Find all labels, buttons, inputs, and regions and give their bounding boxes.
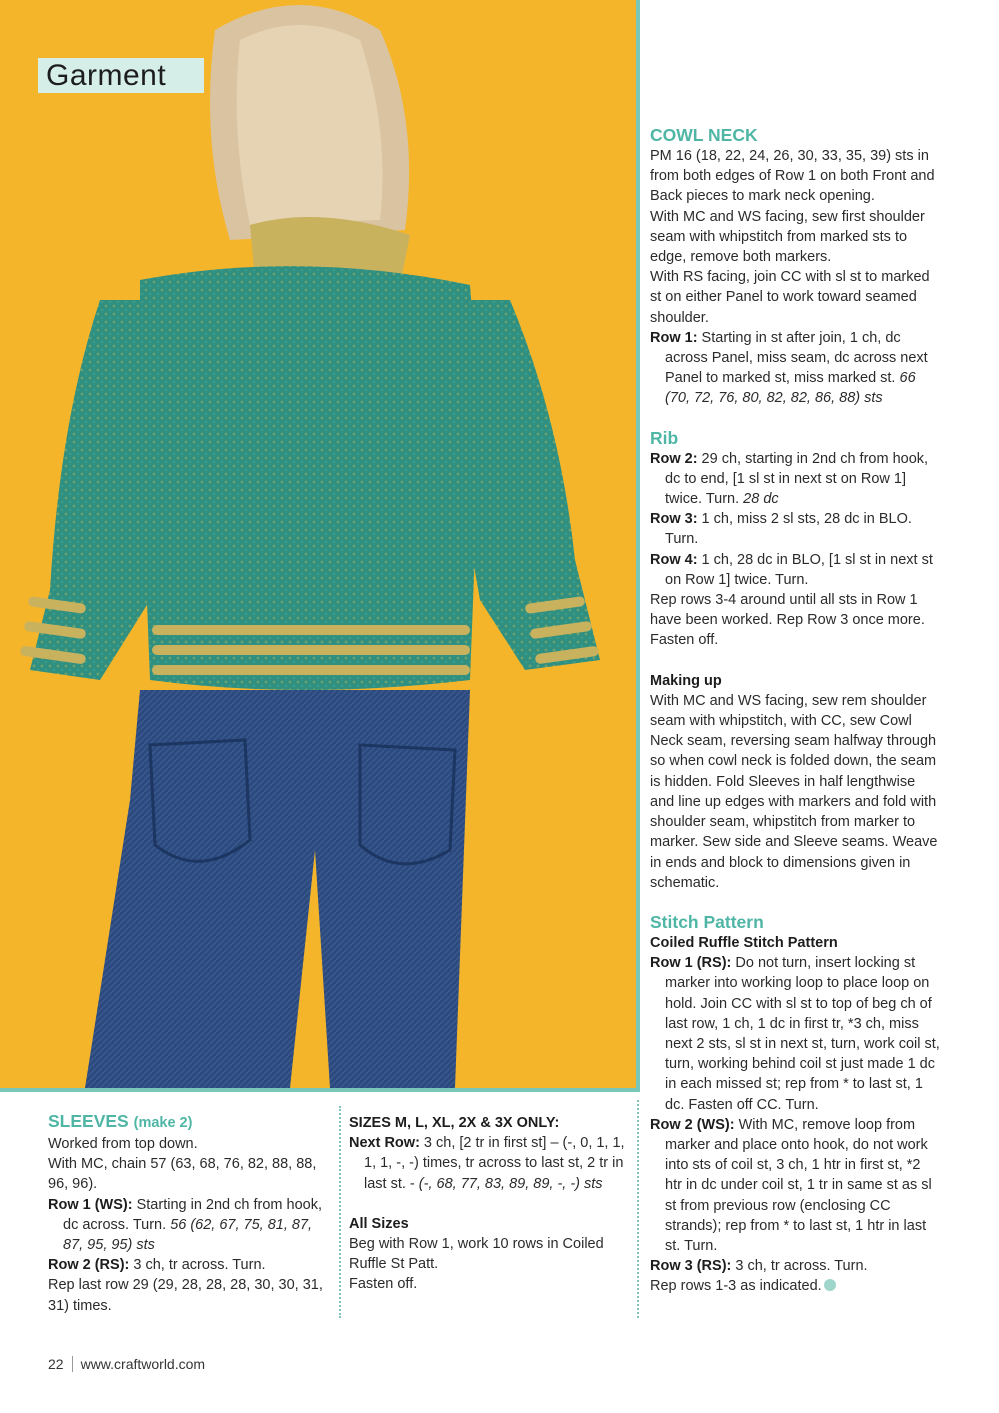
rib-heading: Rib (650, 427, 679, 448)
stitch-pattern-heading: Stitch Pattern (650, 911, 764, 932)
all-sizes-heading: All Sizes (349, 1215, 409, 1232)
sleeves-row-2: Row 2 (RS): 3 ch, tr across. Turn. (48, 1257, 266, 1274)
stitch-pattern-subtitle: Coiled Ruffle Stitch Pattern (650, 934, 838, 951)
cowl-intro-3: With RS facing, join CC with sl st to marked st on either Panel to work toward seamed shoulder. (650, 269, 930, 326)
cowl-row-1: Row 1: Starting in st after join, 1 ch, dc across Panel, miss seam, dc across next Panel to marked st, miss marked st. 66 (70, 72, 76, 80, 82, 82, 86, 88) sts (650, 329, 928, 407)
sizes-next-row: Next Row: 3 ch, [2 tr in first st] – (-, 0, 1, 1, 1, 1, -, -) times, tr across to last st, 2 tr in last st. - (-, 68, 77, 83, 89, 89, -, -) sts (349, 1135, 625, 1192)
cowl-intro-1: PM 16 (18, 22, 24, 26, 30, 33, 35, 39) sts in from both edges of Row 1 on both Front and Back pieces to mark neck opening. (650, 148, 935, 205)
teal-divider-vertical (636, 0, 640, 1092)
sleeves-heading: SLEEVES (make 2) (48, 1111, 193, 1131)
stitch-row-1: Row 1 (RS): Do not turn, insert locking st marker into working loop to place loop on hold. Join CC with sl st to top of beg ch of last row, 1 ch, 1 dc in first tr, *3 ch, miss next 2 sts, sl st in next st, turn, work coil st, turn, working behind coil st just made 1 dc in each missed st; rep from * to last st, 1 dc. Fasten off CC. Turn. (650, 955, 940, 1113)
stitch-repeat: Rep rows 1-3 as indicated. (650, 1276, 940, 1296)
stitch-row-2: Row 2 (WS): With MC, remove loop from marker and place onto hook, do not work into sts of coil st, 3 ch, 1 htr in first st, *2 htr in dc under coil st, 1 tr in same st as sl st from previous row (enclosing CC strands); rep from * to last st, 1 htr in last st. Turn. (650, 1116, 932, 1254)
teal-divider-horizontal (0, 1088, 640, 1092)
footer-separator (72, 1356, 73, 1372)
cowl-neck-heading: COWL NECK (650, 125, 758, 145)
dotted-divider-2 (637, 1100, 639, 1318)
sweater-photo-illustration (0, 0, 636, 1088)
stitch-row-3: Row 3 (RS): 3 ch, tr across. Turn. (650, 1258, 868, 1275)
footer-url[interactable]: www.craftworld.com (80, 1356, 206, 1372)
making-up-heading: Making up (650, 672, 722, 689)
rib-row-3: Row 3: 1 ch, miss 2 sl sts, 28 dc in BLO. Turn. (650, 511, 912, 548)
sleeves-row-1: Row 1 (WS): Starting in 2nd ch from hook, dc across. Turn. 56 (62, 67, 75, 81, 87, 87, 95, 95) sts (48, 1196, 322, 1254)
section-tag: Garment (38, 58, 204, 93)
sleeves-line-1: Worked from top down. (48, 1136, 198, 1152)
rib-row-2: Row 2: 29 ch, starting in 2nd ch from hook, dc to end, [1 sl st in next st on Row 1] twice. Turn. 28 dc (650, 450, 929, 508)
all-sizes-text: Beg with Row 1, work 10 rows in Coiled Ruffle St Patt. (349, 1236, 604, 1273)
right-column (650, 124, 940, 1297)
page-number: 22 (48, 1356, 64, 1372)
cowl-intro-2: With MC and WS facing, sew first shoulder seam with whipstitch from marked sts to edge, remove both markers. (650, 208, 925, 266)
sizes-heading: SIZES M, L, XL, 2X & 3X ONLY: (349, 1115, 560, 1131)
rib-row-4: Row 4: 1 ch, 28 dc in BLO, [1 sl st in next st on Row 1] twice. Turn. (650, 551, 933, 588)
dotted-divider-1 (339, 1106, 341, 1318)
rib-repeat: Rep rows 3-4 around until all sts in Row 1 have been worked. Rep Row 3 once more. Fasten off. (650, 592, 925, 649)
all-sizes-fasten: Fasten off. (349, 1276, 418, 1293)
page-footer (48, 1356, 205, 1372)
sleeves-repeat: Rep last row 29 (29, 28, 28, 28, 30, 30, 31, 31) times. (48, 1277, 323, 1314)
model-photo (0, 0, 636, 1088)
sleeves-column (48, 1110, 323, 1316)
sizes-column (349, 1113, 629, 1295)
yarn-ball-end-icon (824, 1279, 836, 1291)
making-up-text: With MC and WS facing, sew rem shoulder seam with whipstitch, with CC, sew Cowl Neck seam, reversing seam halfway through so when cowl neck is folded down, the seam is hidden. Fold Sleeves in half lengthwise and line up edges with markers and fold with shoulder seam, whipstitch from marker to marker. Sew side and Sleeve seams. Weave in ends and block to dimensions given in schematic. (650, 692, 938, 891)
sleeves-line-2: With MC, chain 57 (63, 68, 76, 82, 88, 88, 96, 96). (48, 1156, 317, 1193)
